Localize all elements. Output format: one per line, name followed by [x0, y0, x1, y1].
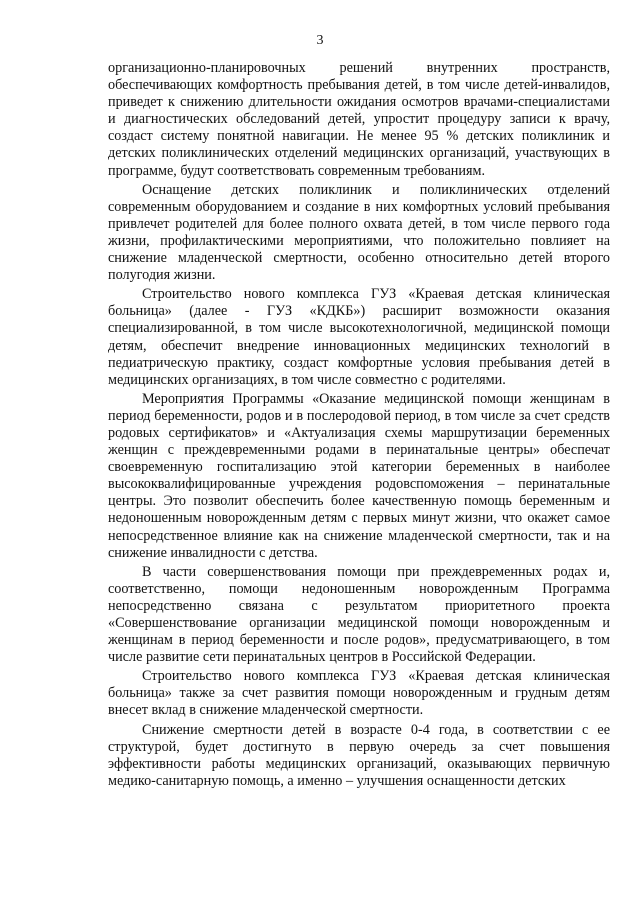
paragraph: Мероприятия Программы «Оказание медицинской помощи женщинам в период беременности, родов и в послеродовой период, в том числе за счет средств родовых сертификатов» и «Актуализация схемы маршрутизации беременных женщин с преждевременными родами в перинатальные центры» обеспечат своевременную госпитализацию этой категории беременных в наиболее высококвалифицированные учреждения родовспоможения – перинатальные центры. Это позволит обеспечить более качественную помощь беременным и недоношенным новорожденным детям с первых минут жизни, что окажет самое непосредственное влияние как на снижение младенческой смертности, так и на снижение инвалидности с детства. — [108, 390, 610, 561]
paragraph: организационно-планировочных решений внутренних пространств, обеспечивающих комфортность пребывания детей, в том числе детей-инвалидов, приведет к снижению длительности ожидания осмотров врачами-специалистами и диагностических обследований детей, упростит процедуру записи к врачу, создаст систему понятной навигации. Не менее 95 % детских поликлиник и детских поликлинических отделений медицинских организаций, участвующих в программе, будут соответствовать современным требованиям. — [108, 60, 610, 179]
paragraph: Снижение смертности детей в возрасте 0-4 года, в соответствии с ее структурой, будет достигнуто в первую очередь за счет повышения эффективности работы медицинских организаций, оказывающих первичную медико-санитарную помощь, а именно – улучшения оснащенности детских — [108, 721, 610, 789]
document-body — [108, 60, 610, 792]
paragraph: Оснащение детских поликлиник и поликлинических отделений современным оборудованием и создание в них комфортных условий пребывания привлечет родителей для более полного охвата детей, в том числе первого года жизни, профилактическими мероприятиями, что положительно повлияет на снижение младенческой смертности, особенно относительно детей второго полугодия жизни. — [108, 181, 610, 284]
paragraph: В части совершенствования помощи при преждевременных родах и, соответственно, помощи недоношенным новорожденным Программа непосредственно связана с результатом приоритетного проекта «Совершенствование организации медицинской помощи новорожденным и женщинам в период беременности и после родов», предусматривающего, в том числе развитие сети перинатальных центров в Российской Федерации. — [108, 563, 610, 666]
page-number: 3 — [316, 33, 324, 48]
paragraph: Строительство нового комплекса ГУЗ «Краевая детская клиническая больница» (далее - ГУЗ «КДКБ») расширит возможности оказания специализированной, в том числе высокотехнологичной, медицинской помощи детям, обеспечит внедрение инновационных медицинских технологий в педиатрическую практику, создаст комфортные условия пребывания детей в медицинских организациях, в том числе совместно с родителями. — [108, 286, 610, 388]
paragraph: Строительство нового комплекса ГУЗ «Краевая детская клиническая больница» также за счет развития помощи новорожденным и грудным детям внесет вклад в снижение младенческой смертности. — [108, 668, 610, 719]
